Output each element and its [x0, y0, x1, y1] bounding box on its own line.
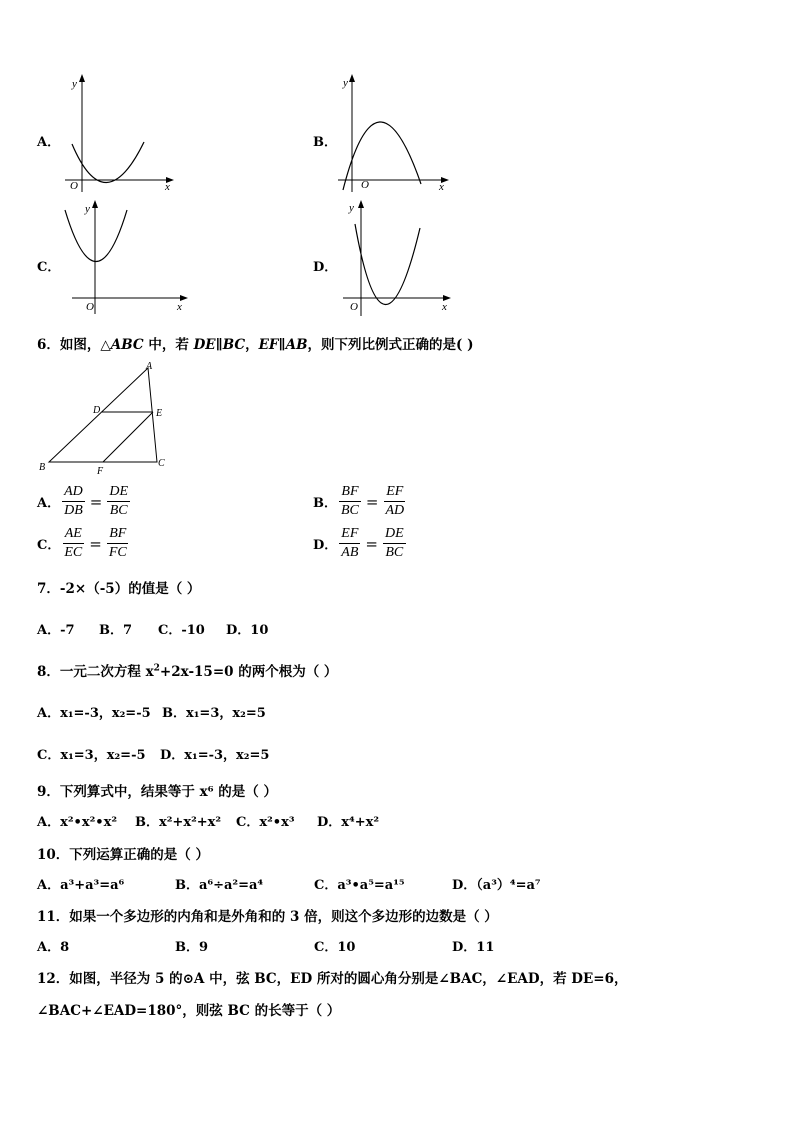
q6-stem-cond1: DE∥BC [193, 337, 246, 353]
denominator: AB [341, 545, 359, 560]
q6-option-a-frac-left [62, 483, 85, 520]
q8-option-d[interactable]: D．x₁=-3，x₂=5 [160, 748, 270, 763]
equals-sign: = [89, 534, 102, 553]
denominator: BC [109, 503, 128, 518]
q5-a-x-label: x [165, 181, 170, 193]
q10-option-d[interactable]: D．（a³）⁴=a⁷ [452, 878, 541, 893]
numerator: AE [63, 525, 84, 544]
q5-option-a-label: A． [37, 135, 61, 150]
q7-option-b[interactable]: B．7 [99, 623, 133, 638]
q6-option-c-frac-left [62, 525, 84, 562]
q9-option-b[interactable]: B．x²+x²+x² [135, 815, 222, 830]
q6-option-d-label: D． [313, 538, 338, 553]
numerator: BF [107, 525, 128, 544]
q5-option-c-label: C． [37, 260, 61, 275]
q6-triangle-figure [35, 360, 175, 478]
q5-c-origin-label: O [86, 301, 94, 313]
denominator: BC [341, 503, 359, 518]
q6-option-d-frac-left [339, 525, 360, 562]
q6-fig-label-d: D [93, 405, 101, 416]
q5-d-y-label: y [349, 202, 354, 214]
q8-stem-sup: 2 [153, 663, 160, 674]
q6-option-c-label: C． [37, 538, 61, 553]
q9-option-d[interactable]: D．x⁴+x² [317, 815, 380, 830]
q5-option-d-label: D． [313, 260, 338, 275]
equals-sign: = [89, 492, 103, 511]
q5-b-y-label: y [343, 77, 348, 89]
q9-stem: 9．下列算式中，结果等于 x⁶ 的是（ ） [37, 784, 277, 800]
numerator: EF [384, 483, 405, 502]
q12-stem-line2: ∠BAC+∠EAD=180°，则弦 BC 的长等于（ ） [37, 1003, 341, 1019]
q5-graph-b [335, 72, 460, 197]
q11-option-c[interactable]: C．10 [314, 940, 356, 955]
denominator: DB [64, 503, 83, 518]
q6-stem-suffix: ，则下列比例式正确的是( ) [307, 337, 474, 353]
denominator: EC [64, 545, 83, 560]
q8-option-c[interactable]: C．x₁=3，x₂=-5 [37, 748, 146, 763]
q5-b-x-label: x [439, 181, 444, 193]
numerator: DE [383, 525, 406, 544]
q11-option-b[interactable]: B．9 [175, 940, 209, 955]
q7-stem: 7．-2×（-5）的值是（ ） [37, 581, 201, 597]
q8-stem-post: +2x-15=0 的两个根为（ ） [159, 664, 338, 680]
q6-stem [37, 333, 474, 353]
q9-option-a[interactable]: A．x²•x²•x² [37, 815, 118, 830]
q5-c-x-label: x [177, 301, 182, 313]
q6-option-b[interactable] [313, 483, 408, 520]
q7-option-a[interactable]: A．-7 [37, 623, 75, 638]
q11-option-a[interactable]: A．8 [37, 940, 70, 955]
q7-option-d[interactable]: D．10 [226, 623, 269, 638]
q5-a-origin-label: O [70, 180, 78, 192]
numerator: BF [339, 483, 360, 502]
q6-option-d-frac-right [383, 525, 406, 562]
q11-stem: 11．如果一个多边形的内角和是外角和的 3 倍，则这个多边形的边数是（ ） [37, 909, 498, 925]
denominator: FC [108, 545, 127, 560]
equals-sign: = [365, 534, 378, 553]
q12-stem-line1: 12．如图，半径为 5 的⊙A 中，弦 BC，ED 所对的圆心角分别是∠BAC，∠EAD，若 DE=6， [37, 971, 628, 987]
q10-stem: 10．下列运算正确的是（ ） [37, 847, 209, 863]
q6-fig-label-e: E [156, 408, 163, 419]
q6-option-b-frac-right [383, 483, 406, 520]
q9-option-c[interactable]: C．x²•x³ [236, 815, 295, 830]
q6-option-b-label: B． [313, 496, 337, 511]
q6-option-d[interactable] [313, 525, 408, 562]
q6-stem-mid: 中，若 [143, 337, 194, 353]
q6-option-c[interactable] [37, 525, 131, 562]
q6-option-a-frac-right [107, 483, 130, 520]
q5-d-origin-label: O [350, 301, 358, 313]
q8-option-b[interactable]: B．x₁=3，x₂=5 [162, 706, 266, 721]
q6-fig-label-f: F [97, 466, 104, 477]
q6-fig-label-b: B [39, 462, 46, 473]
q6-fig-label-c: C [158, 458, 165, 469]
q8-stem-pre: 8．一元二次方程 x [37, 664, 154, 680]
q6-stem-triangle: △ABC [100, 337, 144, 353]
q10-option-c[interactable]: C．a³•a⁵=a¹⁵ [314, 878, 405, 893]
q5-option-b-label: B． [313, 135, 337, 150]
q5-d-x-label: x [442, 301, 447, 313]
q5-graph-d [335, 198, 460, 320]
q6-stem-sep: ， [245, 337, 259, 353]
q6-option-b-frac-left [339, 483, 361, 520]
q6-stem-cond2: EF∥AB [258, 337, 308, 353]
q8-option-a[interactable]: A．x₁=-3，x₂=-5 [37, 706, 151, 721]
q7-option-c[interactable]: C．-10 [158, 623, 205, 638]
q6-option-a[interactable] [37, 483, 132, 520]
q5-c-y-label: y [85, 203, 90, 215]
q6-option-a-label: A． [37, 496, 61, 511]
q5-b-origin-label: O [361, 179, 369, 191]
numerator: DE [107, 483, 130, 502]
numerator: AD [62, 483, 85, 502]
q5-graph-c [60, 198, 195, 318]
q11-option-d[interactable]: D．11 [452, 940, 495, 955]
numerator: EF [339, 525, 360, 544]
q5-a-y-label: y [72, 78, 77, 90]
q6-fig-label-a: A [146, 361, 153, 372]
q5-graph-a [60, 72, 190, 197]
denominator: AD [385, 503, 405, 518]
q10-option-b[interactable]: B．a⁶÷a²=a⁴ [175, 878, 264, 893]
q10-option-a[interactable]: A．a³+a³=a⁶ [37, 878, 125, 893]
denominator: BC [385, 545, 404, 560]
equals-sign: = [365, 492, 379, 511]
q6-option-c-frac-right [107, 525, 129, 562]
q6-stem-prefix: 6．如图， [37, 337, 101, 353]
q8-stem [37, 660, 337, 680]
